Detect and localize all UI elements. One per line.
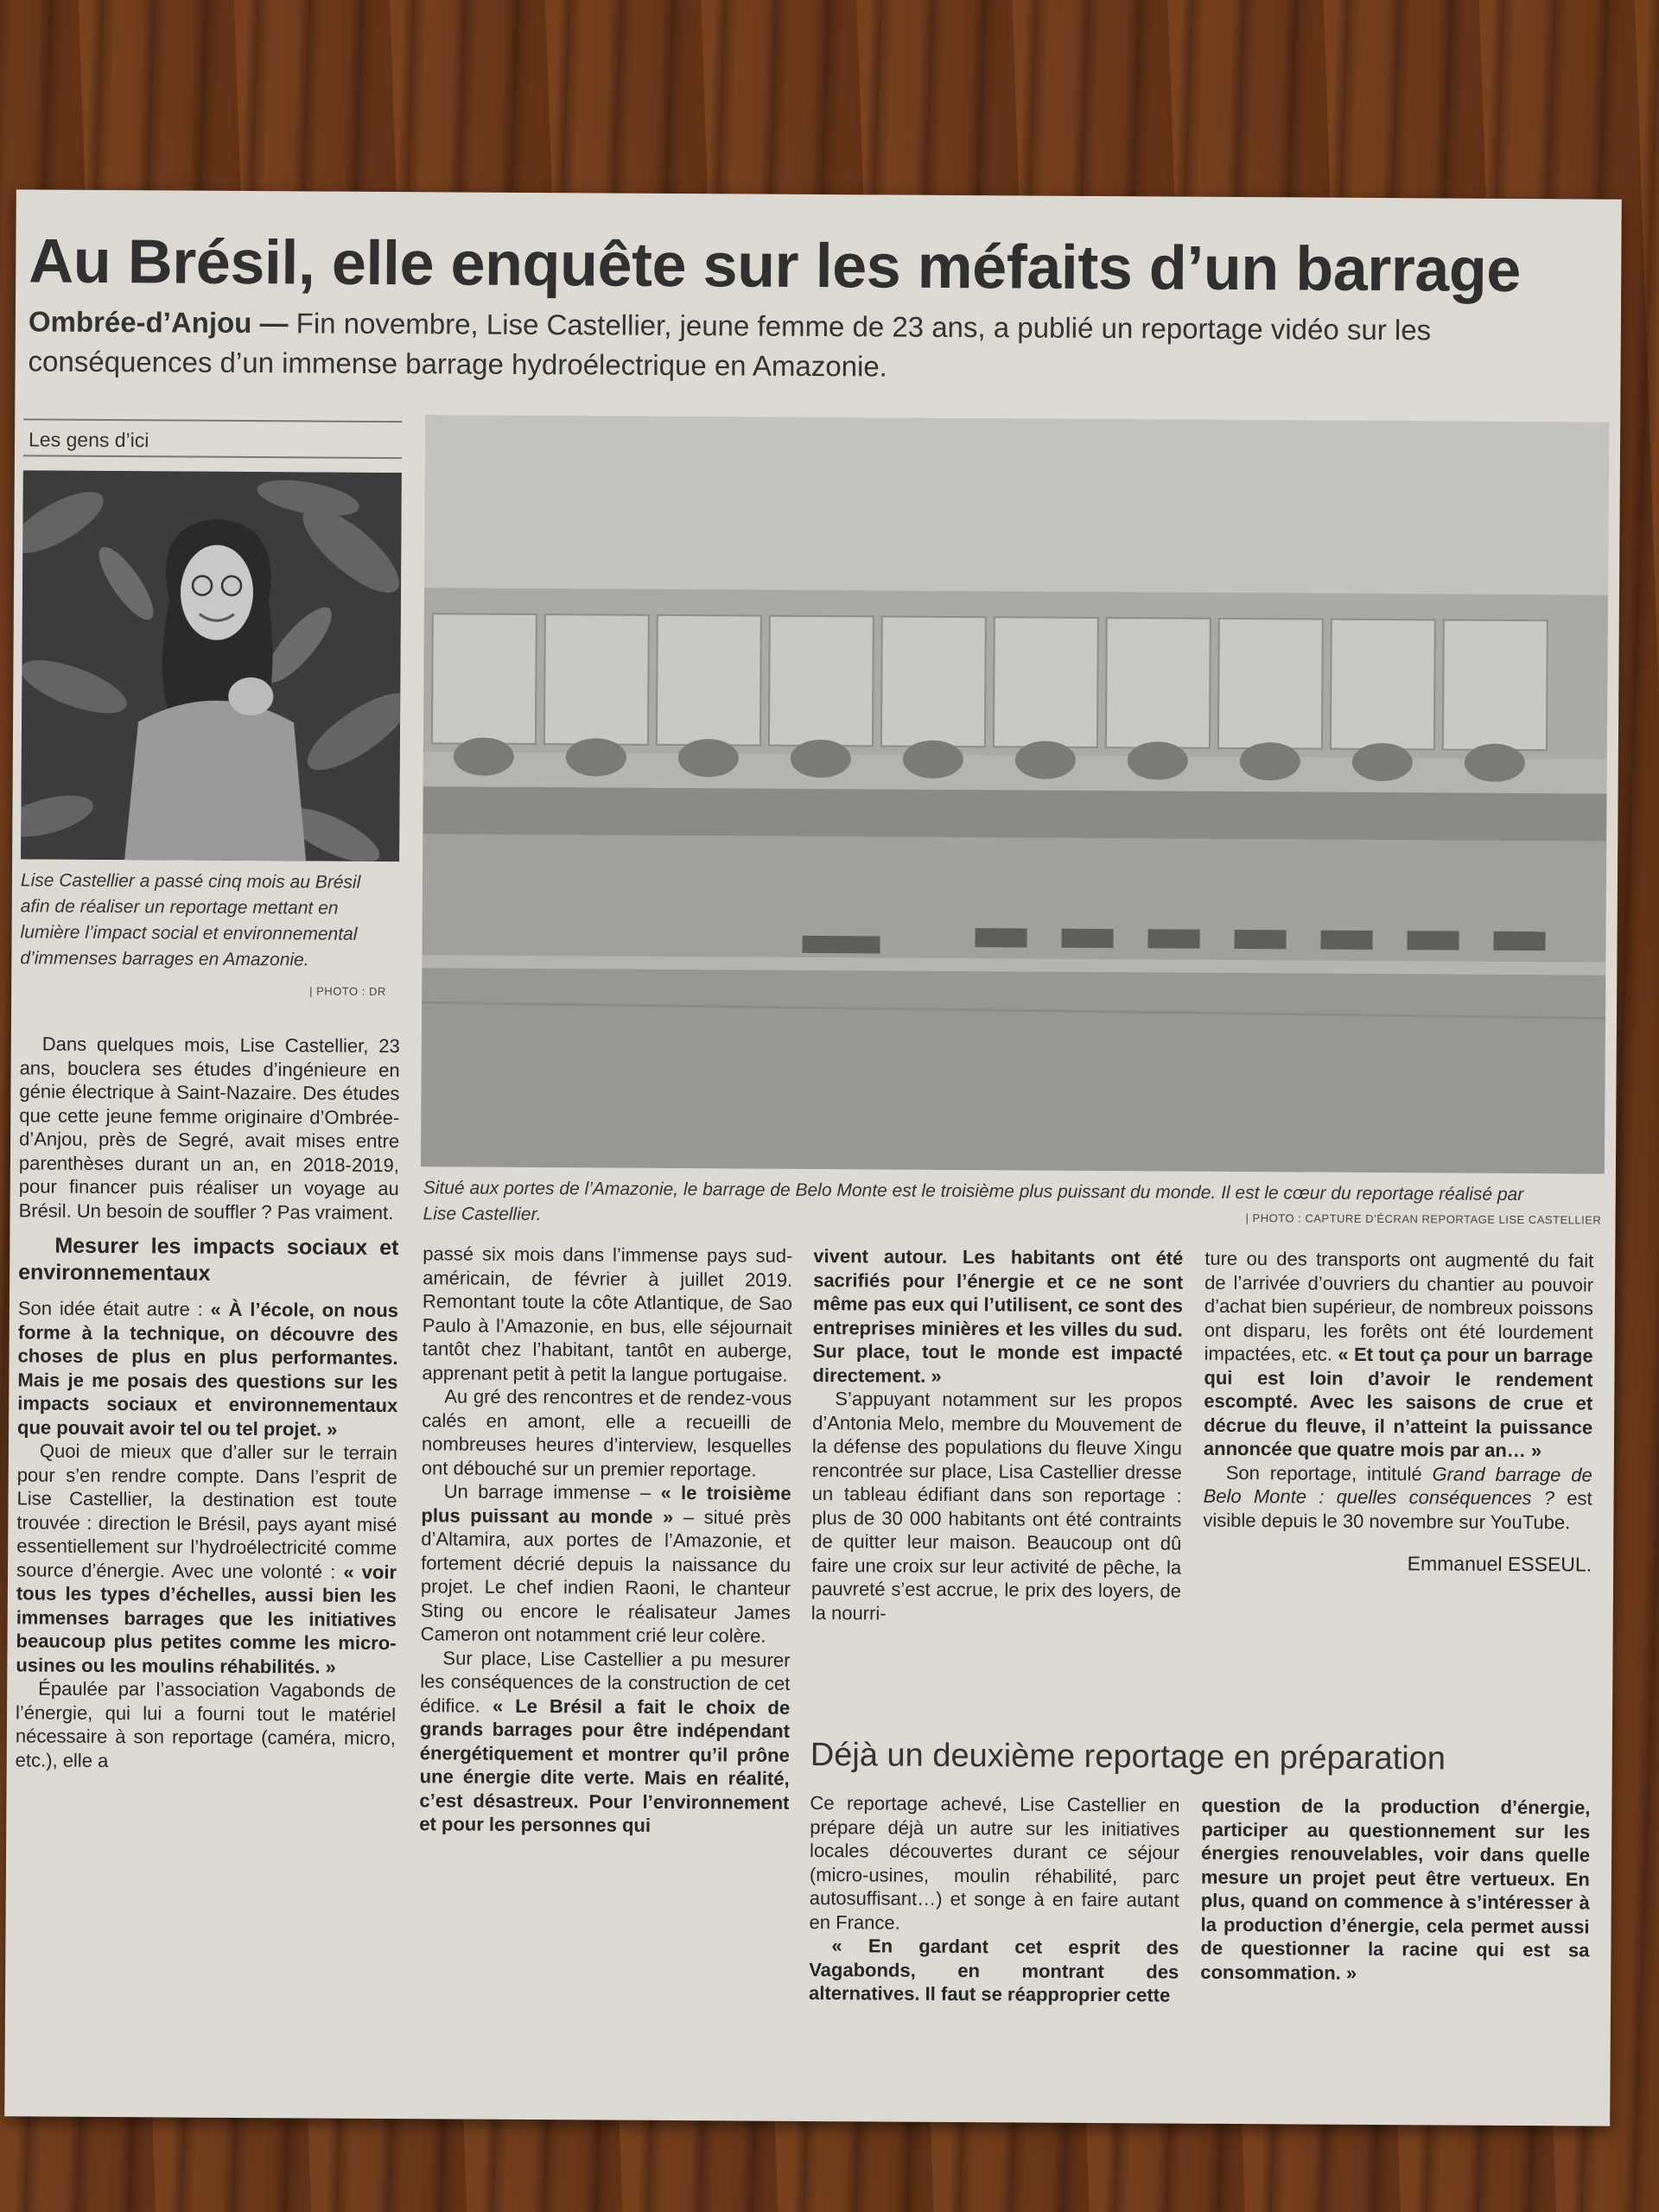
video-title: Grand barrage de Belo Monte : quelles conséquences ? [1203,1462,1592,1510]
quote: « le troisième plus puissant au monde » [421,1481,791,1528]
quote: vivent autour. Les habitants ont été sacrifiés pour l’énergie et ce ne sont même pas eux qui l’utilisent, ce sont des entreprises minières et les villes du sud. Sur place, tout le monde est impacté directement. » [812,1245,1184,1387]
text: – situé près d’Altamira, aux portes de l’Amazonie, et fortement décrié depuis la naissance du projet. Le chef indien Raoni, le chanteur Sting ou encore le réalisateur James Cameron ont notamment crié leur colère. [420,1505,791,1647]
headline: Au Brésil, elle enquête sur les méfaits d’un barrage [29,226,1522,305]
text: Sur place, Lise Castellier a pu mesurer les conséquences de la construction de cet édifice. [420,1646,791,1717]
dam-caption: Situé aux portes de l’Amazonie, le barrage de Belo Monte est le troisième plus puissant du monde. Il est le cœur du reportage réalisé par Lise Castellier. [423,1178,1524,1225]
paragraph: S’appuyant notamment sur les propos d’Antonia Melo, membre du Mouvement de la défense des populations du fleuve Xingu rencontrée sur place, Lisa Castellier dresse un tableau édifiant dans son reportage : plus de 30 000 habitants ont été contraints de quitter leur maison. Beaucoup ont dû faire une croix sur leur activité de pêche, la pauvreté s’est accrue, le prix des loyers, de la nourri- [810,1388,1183,1624]
text: Son reportage, intitulé [1225,1461,1433,1484]
article-column-2 [419,1242,792,1838]
dam-credit: | PHOTO : CAPTURE D’ÉCRAN REPORTAGE LISE CASTELLIER [1245,1211,1602,1227]
lede-text: Fin novembre, Lise Castellier, jeune femme de 23 ans, a publié un reportage vidéo sur les conséquences d’un immense barrage hydroélectrique en Amazonie. [28,307,1432,383]
article-column-5 [809,1791,1180,2007]
paragraph [809,1934,1179,2007]
paragraph [1203,1460,1592,1534]
paragraph: Dans quelques mois, Lise Castellier, 23 ans, bouclera ses études d’ingénieure en génie électrique à Saint-Nazaire. Des études que cette jeune femme originaire d’Ombrée-d’Anjou, près de Segré, avait mises entre parenthèses durant un an, en 2018-2019, pour financer puis réaliser un voyage au Brésil. Un besoin de souffler ? Pas vraiment. [18,1033,400,1224]
text: est visible depuis le 30 novembre sur YouTube. [1203,1487,1592,1533]
paragraph [16,1439,397,1679]
lede-place: Ombrée-d’Anjou — [28,305,289,340]
text: Quoi de mieux que d’aller sur le terrain pour s’en rendre compte. Dans l’esprit de Lise Castellier, la destination est toute trouvée : direction le Brésil, pays ayant misé essentiellement sur l’hydroélectricité comme source d’énergie. Avec une volonté : [16,1440,397,1583]
dam-photo [421,415,1609,1173]
portrait-image [21,470,402,861]
paragraph [17,1296,398,1441]
paragraph [812,1244,1183,1389]
text: Un barrage immense – [443,1480,661,1503]
article-column-3 [811,1244,1184,1627]
subheading-second-report: Déjà un deuxième reportage en préparation [810,1736,1446,1777]
article-column-6 [1200,1794,1590,1986]
paragraph [419,1646,790,1839]
paragraph: Épaulée par l’association Vagabonds de l’énergie, qui lui a fourni tout le matériel nécessaire à son reportage (caméra, micro, etc.), elle a [15,1677,397,1771]
article-column-1 [16,1032,400,1774]
rubric-label: Les gens d’ici [23,418,402,459]
paragraph [421,1479,791,1648]
portrait-caption: Lise Castellier a passé cinq mois au Brésil afin de réaliser un reportage mettant en lumière l’impact social et environnemental d’immenses barrages en Amazonie. [20,870,361,970]
author-signature: Emmanuel ESSEUL. [1407,1552,1592,1576]
quote: question de la production d’énergie, participer au questionnement sur les énergies renouvelables, voir dans quelle mesure un projet peut être vertueux. En plus, quand on commence à s’intéresser à la production d’énergie, cela permet aussi de questionner la racine qui est sa consommation. » [1200,1794,1591,1984]
quote: « Le Brésil a fait le choix de grands barrages pour être indépendant énergétiquement et montrer qu’il prône une énergie dite verte. Mais en réalité, c’est désastreux. Pour l’environnement et pour les personnes qui [419,1694,791,1836]
paragraph: Ce reportage achevé, Lise Castellier en prépare déjà un autre sur les initiatives locales découvertes durant ce séjour (micro-usines, moulin réhabilité, parc autosuffisant…) et songe à en faire autant en France. [809,1791,1180,1934]
paragraph [1204,1247,1594,1463]
text: Son idée était autre : [17,1297,211,1320]
text: ture ou des transports ont augmenté du fait de l’arrivée d’ouvriers du chantier au pouvoir d’achat bien supérieur, de nombreux poissons ont disparu, les forêts ont été lourdement impactées, etc. [1204,1247,1594,1365]
paragraph: Au gré des rencontres et de rendez-vous calés en amont, elle a recueilli de nombreuses heures d’interview, lesquelles ont débouché sur un premier reportage. [421,1385,792,1481]
quote: « À l’école, on nous forme à la technique, on découvre des choses de plus en plus performantes. Mais je me posais des questions sur les impacts sociaux et environnementaux que pouvait avoir tel ou tel projet. » [17,1298,399,1440]
portrait-credit: | PHOTO : DR [309,984,386,998]
quote: « voir tous les types d’échelles, aussi bien les immenses barrages que les initiatives beaucoup plus petites comme les micro-usines ou les moulins réhabilités. » [16,1560,397,1678]
portrait-photo [21,470,402,861]
quote: « En gardant cet esprit des Vagabonds, en montrant des alternatives. Il faut se réapproprier cette [809,1935,1179,2006]
newspaper-clipping [4,189,1622,2126]
article-column-4 [1203,1247,1593,1577]
dam-image [421,415,1609,1173]
paragraph: passé six mois dans l’immense pays sud-américain, de février à juillet 2019. Remontant toute la côte Atlantique, de Sao Paulo à l’Amazonie, en bus, elle séjournait tantôt chez l’habitant, tantôt en auberge, apprenant petit à petit la langue portugaise. [422,1243,793,1386]
lede [28,302,1463,390]
subheading-impacts: Mesurer les impacts sociaux et environnementaux [18,1233,399,1286]
quote: « Et tout ça pour un barrage qui est loin d’avoir le rendement escompté. Avec les saisons de crue et décrue du fleuve, il n’atteint la puissance annoncée que quatre mois par an… » [1203,1343,1593,1462]
paragraph [1200,1794,1590,1986]
